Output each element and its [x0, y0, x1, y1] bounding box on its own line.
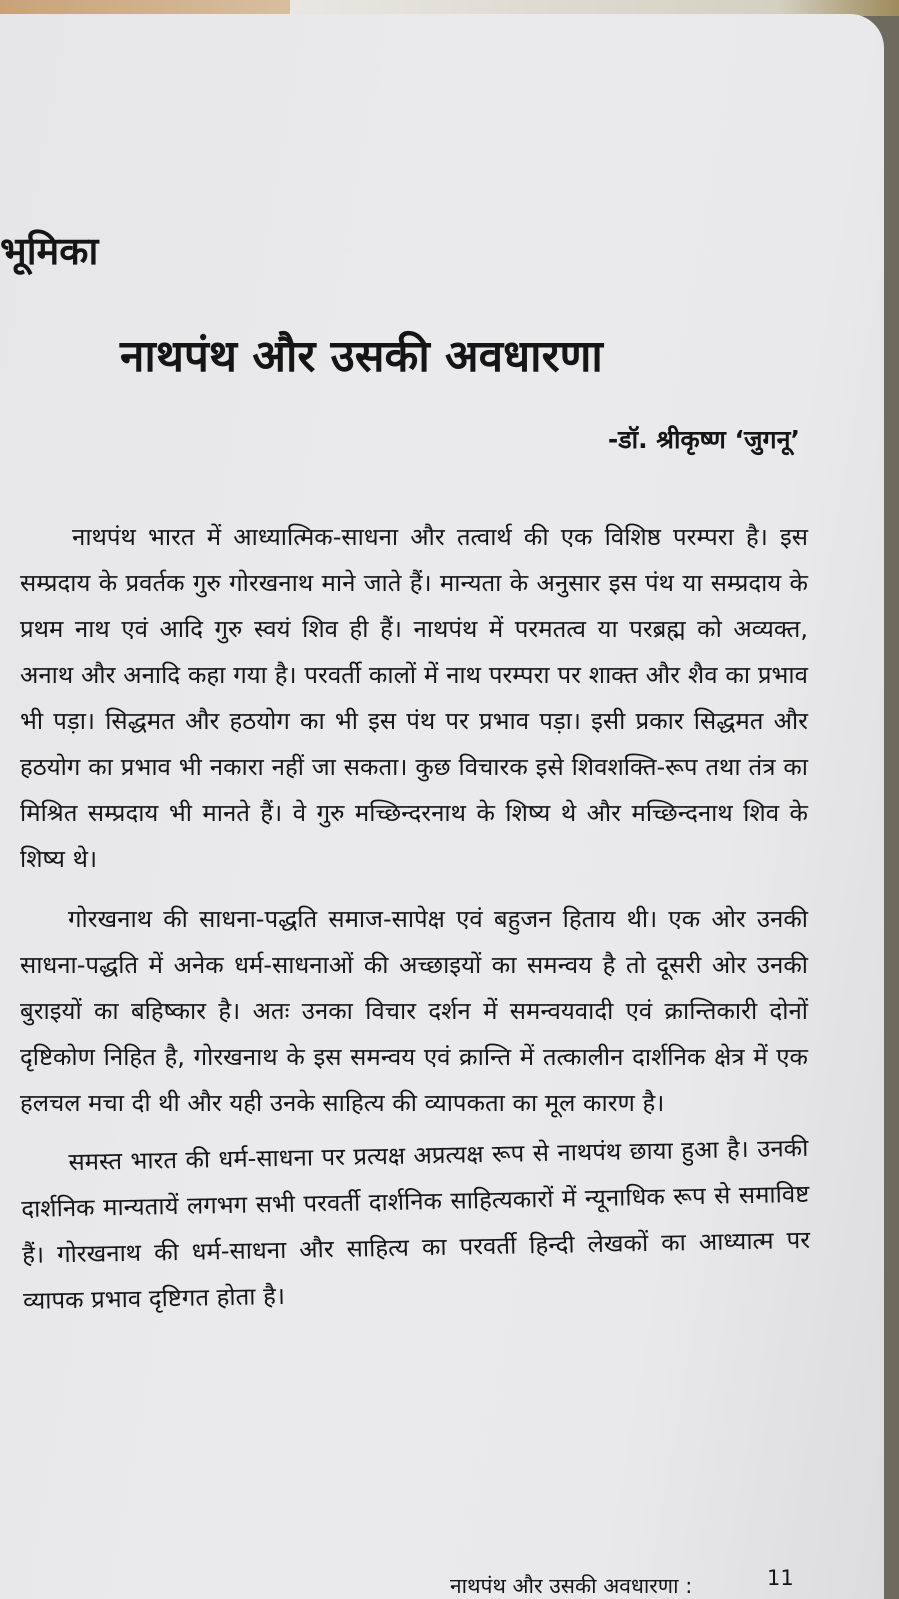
paragraph-2: गोरखनाथ की साधना-पद्धति समाज-सापेक्ष एवं बहुजन हिताय थी। एक ओर उनकी साधना-पद्धति में अनेक धर्म-साधनाओं की अच्छाइयों का समन्वय है तो दूसरी ओर उनकी बुराइयों का बहिष्कार है। अतः उनका विचार दर्शन में समन्वयवादी एवं क्रान्तिकारी दोनों दृष्टिकोण निहित है, गोरखनाथ के इस समन्वय एवं क्रान्ति में तत्कालीन दार्शनिक क्षेत्र में एक हलचल मचा दी थी और यही उनके साहित्य की व्यापकता का मूल कारण है। [20, 905, 808, 1117]
adjacent-cover-strip [0, 0, 300, 14]
paragraph-1: नाथपंथ भारत में आध्यात्मिक-साधना और तत्वार्थ की एक विशिष्ठ परम्परा है। इस सम्प्रदाय के प्रवर्तक गुरु गोरखनाथ माने जाते हैं। मान्यता के अनुसार इस पंथ या सम्प्रदाय के प्रथम नाथ एवं आदि गुरु स्वयं शिव ही हैं। नाथपंथ में परमतत्व या परब्रह्म को अव्यक्त, अनाथ और अनादि कहा गया है। परवर्ती कालों में नाथ परम्परा पर शाक्त और शैव का प्रभाव भी पड़ा। सिद्धमत और हठयोग का भी इस पंथ पर प्रभाव पड़ा। इसी प्रकार सिद्धमत और हठयोग का प्रभाव भी नकारा नहीं जा सकता। कुछ विचारक इसे शिवशक्ति-रूप तथा तंत्र का मिश्रित सम्प्रदाय भी मानते हैं। वे गुरु मच्छिन्दरनाथ के शिष्य थे और मच्छिन्दनाथ शिव के शिष्य थे। [20, 523, 808, 873]
paragraph-3: समस्त भारत की धर्म-साधना पर प्रत्यक्ष अप्रत्यक्ष रूप से नाथपंथ छाया हुआ है। उनकी दार्शनिक मान्यतायें लगभग सभी परवर्ती दार्शनिक साहित्यकारों में न्यूनाधिक रूप से समाविष्ट हैं। गोरखनाथ की धर्म-साधना और साहित्य का परवर्ती हिन्दी लेखकों का आध्यात्म पर व्यापक प्रभाव दृष्टिगत होता है। [21, 1133, 811, 1315]
body-text [20, 514, 811, 1338]
page-title: नाथपंथ और उसकी अवधारणा [120, 331, 603, 382]
section-label: भूमिका [0, 229, 99, 273]
book-page [0, 14, 884, 1599]
page-number: 11 [767, 1566, 794, 1590]
running-footer-title: नाथपंथ और उसकी अवधारणा : [450, 1574, 693, 1598]
author-byline: -डॉ. श्रीकृष्ण ‘जुगनू’ [607, 425, 800, 454]
